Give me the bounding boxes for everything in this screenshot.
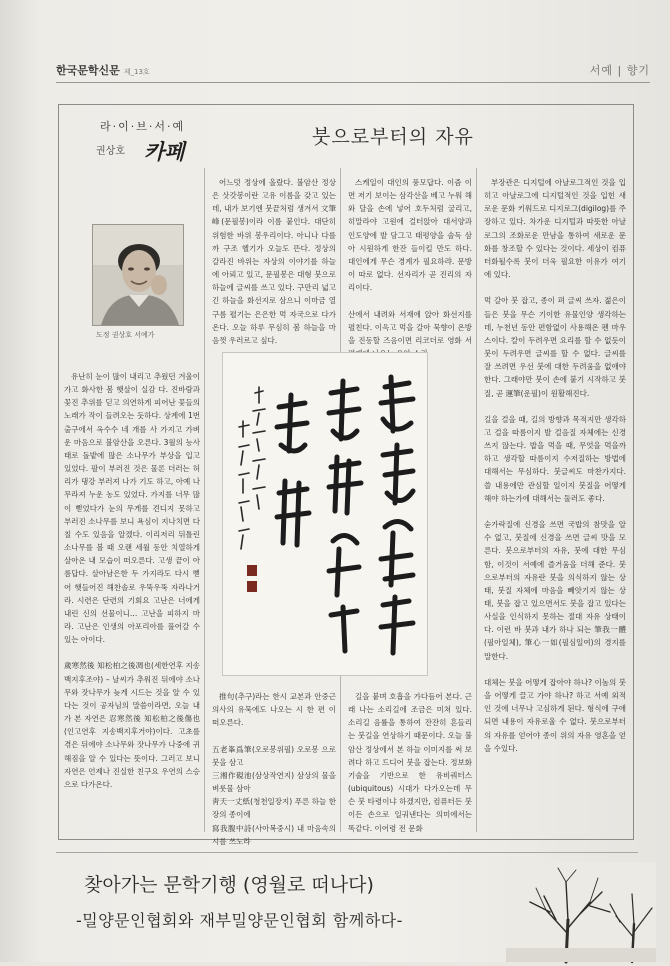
section-name: 서예 | 향기 (589, 64, 650, 77)
article-column-2-lower (212, 690, 336, 846)
issue-number: 제_13호 (123, 68, 150, 76)
article-column-1 (64, 370, 200, 830)
column-rule (476, 168, 477, 832)
series-word: 카페 (144, 139, 185, 164)
column-rule (204, 168, 205, 832)
section-divider (56, 852, 638, 853)
column-4-text: 부장관은 디지털에 아날로그적인 것을 입히고 아날로그에 디지털적인 것을 입힌 새로운 문화 키워드로 디지로그(digilog)를 주장하고 있다. 차가운 디지털과 따뜻한 아날로그의 조화로운 만남을 통하여 새로운 문화를 창조할 수 있다는 것이다. 세상이 컴퓨터화될수록 붓이 더욱 필요한 이유가 여기에 있다. 먹 갈아 붓 잡고, 종이 펴 글씨 쓰자. 젊은이들은 붓을 무슨 기이한 유물인양 생각하는데, 누천년 동안 편함없이 사용해온 펜 마우스이다. 칼이 두려우면 요리를 할 수 없듯이 붓이 두려우면 글씨를 할 수 없다. 글씨를 잘 쓰려면 우선 붓에 대한 두려움을 없애야 한다. 그래야만 붓이 손에 붙기 시작하고 붓질, 곧 運筆(운필)이 원활해진다. 길을 걸을 때, 길의 방향과 목적지만 생각하고 걸을 따름이지 발 걸음질 자체에는 신경 쓰지 않는다. 밥을 먹을 때, 무엇을 먹을까 하고 생각할 따름이지 수저질하는 방법에 대해서는 무심하다. 붓글씨도 마찬가지다. 쓸 내용에만 관심할 일이지 붓질을 어떻게 해야 하는가에 대해서는 둘러도 좋다. 숟가락질에 신경을 쓰면 국밥의 참맛을 알 수 없고, 붓질에 신경을 쓰면 글씨 맛을 모른다. 붓으로부터의 자유, 붓에 대한 무심함, 이것이 서예에 즐거움을 더해 준다. 붓으로부터의 자유란 붓을 의식하지 않는 상태, 붓질 자체에 마음을 빼앗기지 않는 상태, 붓을 잡고 있으면서도 붓을 잡고 있다는 사실을 인식하지 못하는 절대 자유 상태이다. 이런 바 붓과 내가 하나 되는 筆我一體(필아일체), 筆心一如(필심일여)의 경지를 말한다. 대체는 붓을 어떻게 잡아야 하나? 이놈의 붓을 어떻게 끌고 가야 하나? 하고 서예 외적인 것에 너무나 고심하게 된다. 형식에 구애되면 내용이 자유로울 수 없다. 붓으로부터의 자유를 얻어야 종이 위의 자유 영혼을 얻을 수있다. (484, 178, 626, 753)
column-1-text: 유난히 눈이 많이 내리고 추웠던 겨울이 가고 화사한 봄 햇살이 실감 다. 진바람과 꽃진 추위를 딛고 의연하게 피어난 꽃들의 노래가 작이 들려오는 듯하다. 상계에 1번 출구에서 옥수수 네 개를 사 가지고 가벼운 마음으로 불암산을 오른다. 3월의 능사태로 돌밭에 많은 소나무가 부상을 입고 있었다. 팔이 부러진 것은 물론 더러는 허리가 댕강 부러져 나가 기도 하고, 아예 나무라져 누운 농도 있었다. 가지를 너무 많이 뻗었다가 눈의 무게를 견디지 못하고 부러진 소나무를 보니 욕심이 지나치면 다칠 수도 있음을 알겠다. 이리저리 뒤틀린 소나무를 볼 때 오랜 세월 동안 치열하게 살아온 내 모습이 떠오른다. 고생 끝이 아름답다. 살아남은한 두 가지라도 다시 뻗어 햇들어진 해찬솔로 우뚝우뚝 자라나거라. 시련은 단련의 기회요 고난은 너에게 내린 신의 선물이니… 고난을 피하지 마라. 고난은 인생의 아포리아를 풀어갈 수 있는 아이다. 歲寒然後 知松柏之後凋也(세한연후 지송백지후조야) – 날씨가 추워진 뒤에야 소나무와 잣나무가 늦게 시드는 것을 알 수 있다는 것이 공자님의 말씀이라면, 오늘 내가 본 자연은 忍寒然後 知松柏之後傷也(인고연후 지송백지후거야)이다. 고초를 겪은 뒤에야 소나무와 잣나무가 나중에 귀해짐을 알 수 있다는 뜻이다. 그러고 보니 자연은 언제나 진실한 친구요 우연의 스승으로 다가온다. (64, 372, 200, 789)
column-3-text: 스케일이 대인의 풍모답다. 이즘 이면 저기 보이는 삼각산을 베고 누워 해와 달을 손에 넣어 호두처럼 굴리고, 히말라야 고원에 걸터앉아 대서양과 인도양에 발 담그고 태평양을 술독 삼아 시원하게 한잔 들이킬 만도 하다. 대인에게 무슨 경계가 필요하랴. 문방이 따로 없다. 선자리가 곧 진리의 자리이다. 산에서 내려와 서재에 앉아 화선지를 펼친다. 이윽고 먹을 갈아 묵향이 온방을 진동할 즈음이면 리코더로 영화 서 (348, 178, 472, 345)
winter-scene-image (506, 862, 656, 962)
article-column-4 (484, 176, 626, 832)
paper-name-text: 한국문학신문 (56, 64, 120, 77)
article-column-2 (212, 176, 336, 352)
portrait-image (93, 225, 183, 325)
masthead (56, 60, 650, 83)
series-header (60, 112, 246, 172)
paper-name (56, 62, 150, 78)
column-2-text: 어느덧 정상에 올랐다. 불암산 정상은 삿갓봉이란 고유 이름을 갖고 있는데, 내가 보기엔 붓끝처럼 생겨서 文筆峰(문필봉)이라 이름 붙인다. 대단히 위험한 바위 봉우리이다. 아니나 다를까 구조 헬기가 오늘도 뜬다. 정상의 갈라진 바위는 자상의 이야기를 하늘에 아뢰고 있고, 문필봉은 대형 붓으로 하늘에 글씨를 쓰고 있다. 구만리 넓고 긴 하늘을 화선지로 삼으니 이마금 열구름 펼기는 은은한 먹 자국으로 다가온다. 오늘 하루 무심히 봄 하늘을 마음껏 우러르고 싶다. (212, 178, 336, 345)
calligraphy-artwork (222, 352, 428, 676)
poem-text: 推句(추구)라는 한시 교본과 안중근 의사의 유묵에도 나오는 시 한 편 이 떠오른다. 五老峯爲筆(오로봉위필) 오로봉 으로 붓을 삼고 三湘作硯池(삼상작연지) 삼상의 물을 벼룻물 삼아 靑天一丈紙(청천일장지) 푸른 하늘 한 장의 종이에 寫我腹中詩(사아복중시) 내 마음속의 시를 쓰노라 (212, 692, 336, 846)
article-headline: 붓으로부터의 자유 (312, 126, 474, 148)
banner-title: 찾아가는 문학기행 (영월로 떠나다) (84, 874, 374, 896)
photo-caption: 도정 권상호 서예가 (96, 331, 155, 339)
article-column-3 (348, 176, 472, 352)
article-column-3-lower (348, 690, 472, 832)
author-name: 권상호 (96, 146, 125, 157)
column-3-lower-text: 길을 붙며 호흡을 가다듬어 본다. 근래 나는 소리길에 조금은 미쳐 있다. 소리길 음률을 통하여 잔잔히 흔들리는 붓길을 연상하기 때문이다. 오늘 불암산 정상에서 본 하늘 이미지를 써 보려다 하고 드디어 붓을 잡는다. 정보화 기술을 기반으로 한 유비쿼터스(ubiquitous) 시대가 다가오는데 무슨 붓 타령이냐 하겠지만, 컴퓨터든 붓이든 손으로 일궈낸다는 의미에서는 똑같다. 이어령 전 문화 (348, 692, 472, 833)
author-photo (92, 224, 184, 326)
seal-stamp (247, 565, 257, 576)
calligraphy-image (223, 353, 427, 675)
banner-subtitle: -밀양문인협회와 재부밀양문인협회 함께하다- (76, 911, 403, 930)
winter-tree-photo (506, 862, 656, 962)
series-title: 라·이·브·서·예 (100, 120, 186, 133)
